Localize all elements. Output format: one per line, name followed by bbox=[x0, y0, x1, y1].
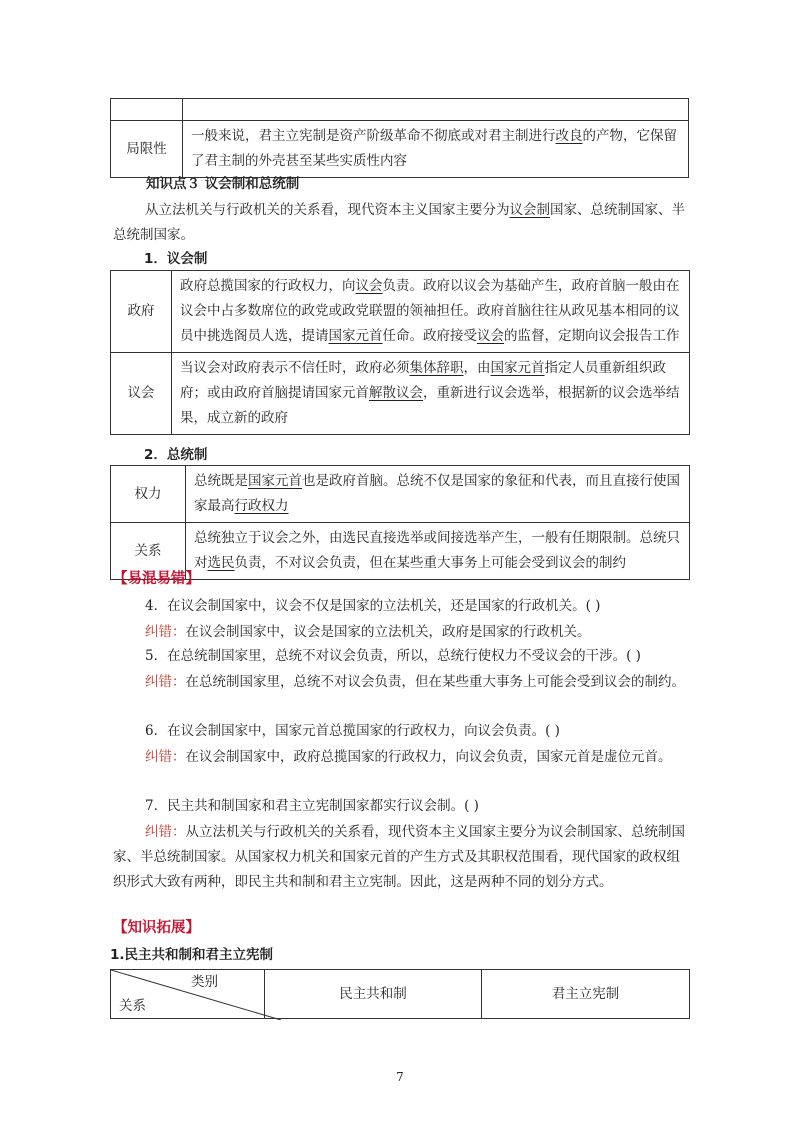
corner-label-relation: 关系 bbox=[119, 998, 146, 1014]
key-term: 议会 bbox=[355, 278, 383, 294]
text-segment: ，由 bbox=[463, 360, 491, 376]
correction-5: 纠错：在总统制国家里，总统不对议会负责，但在某些重大事务上可能会受到议会的制约。 bbox=[145, 674, 685, 690]
table-row bbox=[111, 353, 690, 435]
text-segment: 指定人员重新组织政府；或由政府首脑提请国家元首 bbox=[180, 360, 666, 401]
table-row bbox=[111, 271, 690, 353]
question-4: 4．在议会制国家中，议会不仅是国家的立法机关，还是国家的行政机关。( ) bbox=[145, 598, 601, 614]
row-content bbox=[172, 271, 690, 353]
key-term: 议会 bbox=[477, 328, 504, 344]
subheading-parliament: 1．议会制 bbox=[144, 251, 208, 267]
correction-6: 纠错：在议会制国家中，政府总揽国家的行政权力，向议会负责，国家元首是虚位元首。 bbox=[145, 749, 672, 765]
key-term: 国家元首 bbox=[328, 328, 383, 344]
row-content bbox=[186, 523, 690, 580]
key-term: 解散议会 bbox=[369, 385, 423, 401]
text-segment: 任命。政府接受 bbox=[382, 328, 477, 344]
key-term: 国家元首 bbox=[248, 473, 302, 489]
page-number: 7 bbox=[396, 1070, 404, 1084]
correction-label: 纠错： bbox=[145, 824, 186, 840]
parliamentary-table bbox=[110, 270, 690, 435]
correction-label: 纠错： bbox=[145, 749, 186, 765]
mistakes-heading: 【易混易错】 bbox=[113, 571, 200, 587]
section-heading: 知识点３ 议会制和总统制 bbox=[146, 176, 300, 192]
text-segment: 的监督，定期向议会报告工作 bbox=[504, 328, 680, 344]
text-segment: 从立法机关与行政机关的关系看，现代资本主义国家主要分为 bbox=[145, 202, 510, 218]
column-header: 民主共和制 bbox=[265, 970, 482, 1019]
question-6: 6．在议会制国家中，国家元首总揽国家的行政权力，向议会负责。( ) bbox=[145, 723, 560, 739]
text-segment: 总统独立于议会之外，由选民直接选举或间接选举产生，一般有任期限制。总统只对 bbox=[194, 530, 680, 571]
correction-label: 纠错： bbox=[145, 624, 186, 640]
presidential-table bbox=[110, 465, 690, 580]
extension-subheading: 1.民主共和制和君主立宪制 bbox=[110, 947, 274, 963]
table-row bbox=[111, 121, 689, 178]
diagonal-header-cell bbox=[111, 970, 265, 1019]
table-row bbox=[111, 970, 690, 1019]
paragraph bbox=[113, 198, 691, 248]
comparison-table bbox=[110, 969, 690, 1019]
key-term: 议会制 bbox=[509, 202, 550, 218]
text-segment: 政府总揽国家的行政权力，向 bbox=[180, 278, 356, 294]
text-segment: 当议会对政府表示不信任时，政府必须 bbox=[180, 360, 410, 376]
question-5: 5．在总统制国家里，总统不对议会负责，所以，总统行使权力不受议会的干涉。( ) bbox=[145, 648, 641, 664]
column-header: 君主立宪制 bbox=[482, 970, 690, 1019]
text-segment: ，重新进行议会选举，根据新的议会选举结果，成立新的政府 bbox=[180, 385, 680, 426]
text-segment: 负责，不对议会负责，但在某些重大事务上可能会受到议会的制约 bbox=[234, 555, 626, 571]
text-segment: 负责。政府以议会为基础产生，政府首脑一般由在议会中占多数席位的政党或政党联盟的领袖担任。政府首脑往往从政见基本相同的议员中挑选阁员人选，提请 bbox=[180, 278, 680, 344]
key-term: 行政权力 bbox=[234, 498, 289, 514]
key-term: 国家元首 bbox=[490, 360, 545, 376]
text-segment: 总统既是 bbox=[194, 473, 248, 489]
key-term: 改良 bbox=[555, 128, 583, 144]
correction-label: 纠错： bbox=[145, 674, 186, 690]
correction-7: 纠错：从立法机关与行政机关的关系看，现代资本主义国家主要分为议会制国家、总统制国家、半总统制国家。从国家权力机关和国家元首的产生方式及其职权范围看，现代国家的政权组织形式大致有两种，即民主共和制和君主立宪制。因此，这是两种不同的划分方式。 bbox=[113, 824, 685, 890]
text-segment: 国家、总统制国家、半总统制国家。 bbox=[113, 202, 685, 243]
correction-4: 纠错：在议会制国家中，议会是国家的立法机关，政府是国家的行政机关。 bbox=[145, 624, 591, 640]
limitation-table bbox=[110, 98, 689, 178]
text-segment: 也是政府首脑。总统不仅是国家的象征和代表，而且直接行使国家最高 bbox=[194, 473, 680, 514]
extension-heading: 【知识拓展】 bbox=[113, 920, 200, 936]
text-segment: 的产物，它保留了君主制的外壳甚至某些实质性内容 bbox=[191, 128, 677, 169]
corner-label-category: 类别 bbox=[191, 974, 218, 990]
key-term: 选民 bbox=[207, 555, 235, 571]
row-label: 议会 bbox=[111, 353, 172, 435]
row-content bbox=[183, 121, 689, 178]
row-label: 局限性 bbox=[111, 121, 183, 178]
key-term: 集体辞职 bbox=[409, 360, 464, 376]
subheading-presidential: 2．总统制 bbox=[144, 447, 208, 463]
question-7: 7．民主共和制国家和君主立宪制国家都实行议会制。( ) bbox=[145, 798, 479, 814]
row-label: 关系 bbox=[111, 523, 186, 580]
text-segment: 一般来说，君主立宪制是资产阶级革命不彻底或对君主制进行 bbox=[191, 128, 556, 144]
row-label: 政府 bbox=[111, 271, 172, 353]
table-row bbox=[111, 99, 689, 121]
row-content bbox=[186, 466, 690, 523]
row-content bbox=[172, 353, 690, 435]
row-label: 权力 bbox=[111, 466, 186, 523]
table-row bbox=[111, 466, 690, 523]
